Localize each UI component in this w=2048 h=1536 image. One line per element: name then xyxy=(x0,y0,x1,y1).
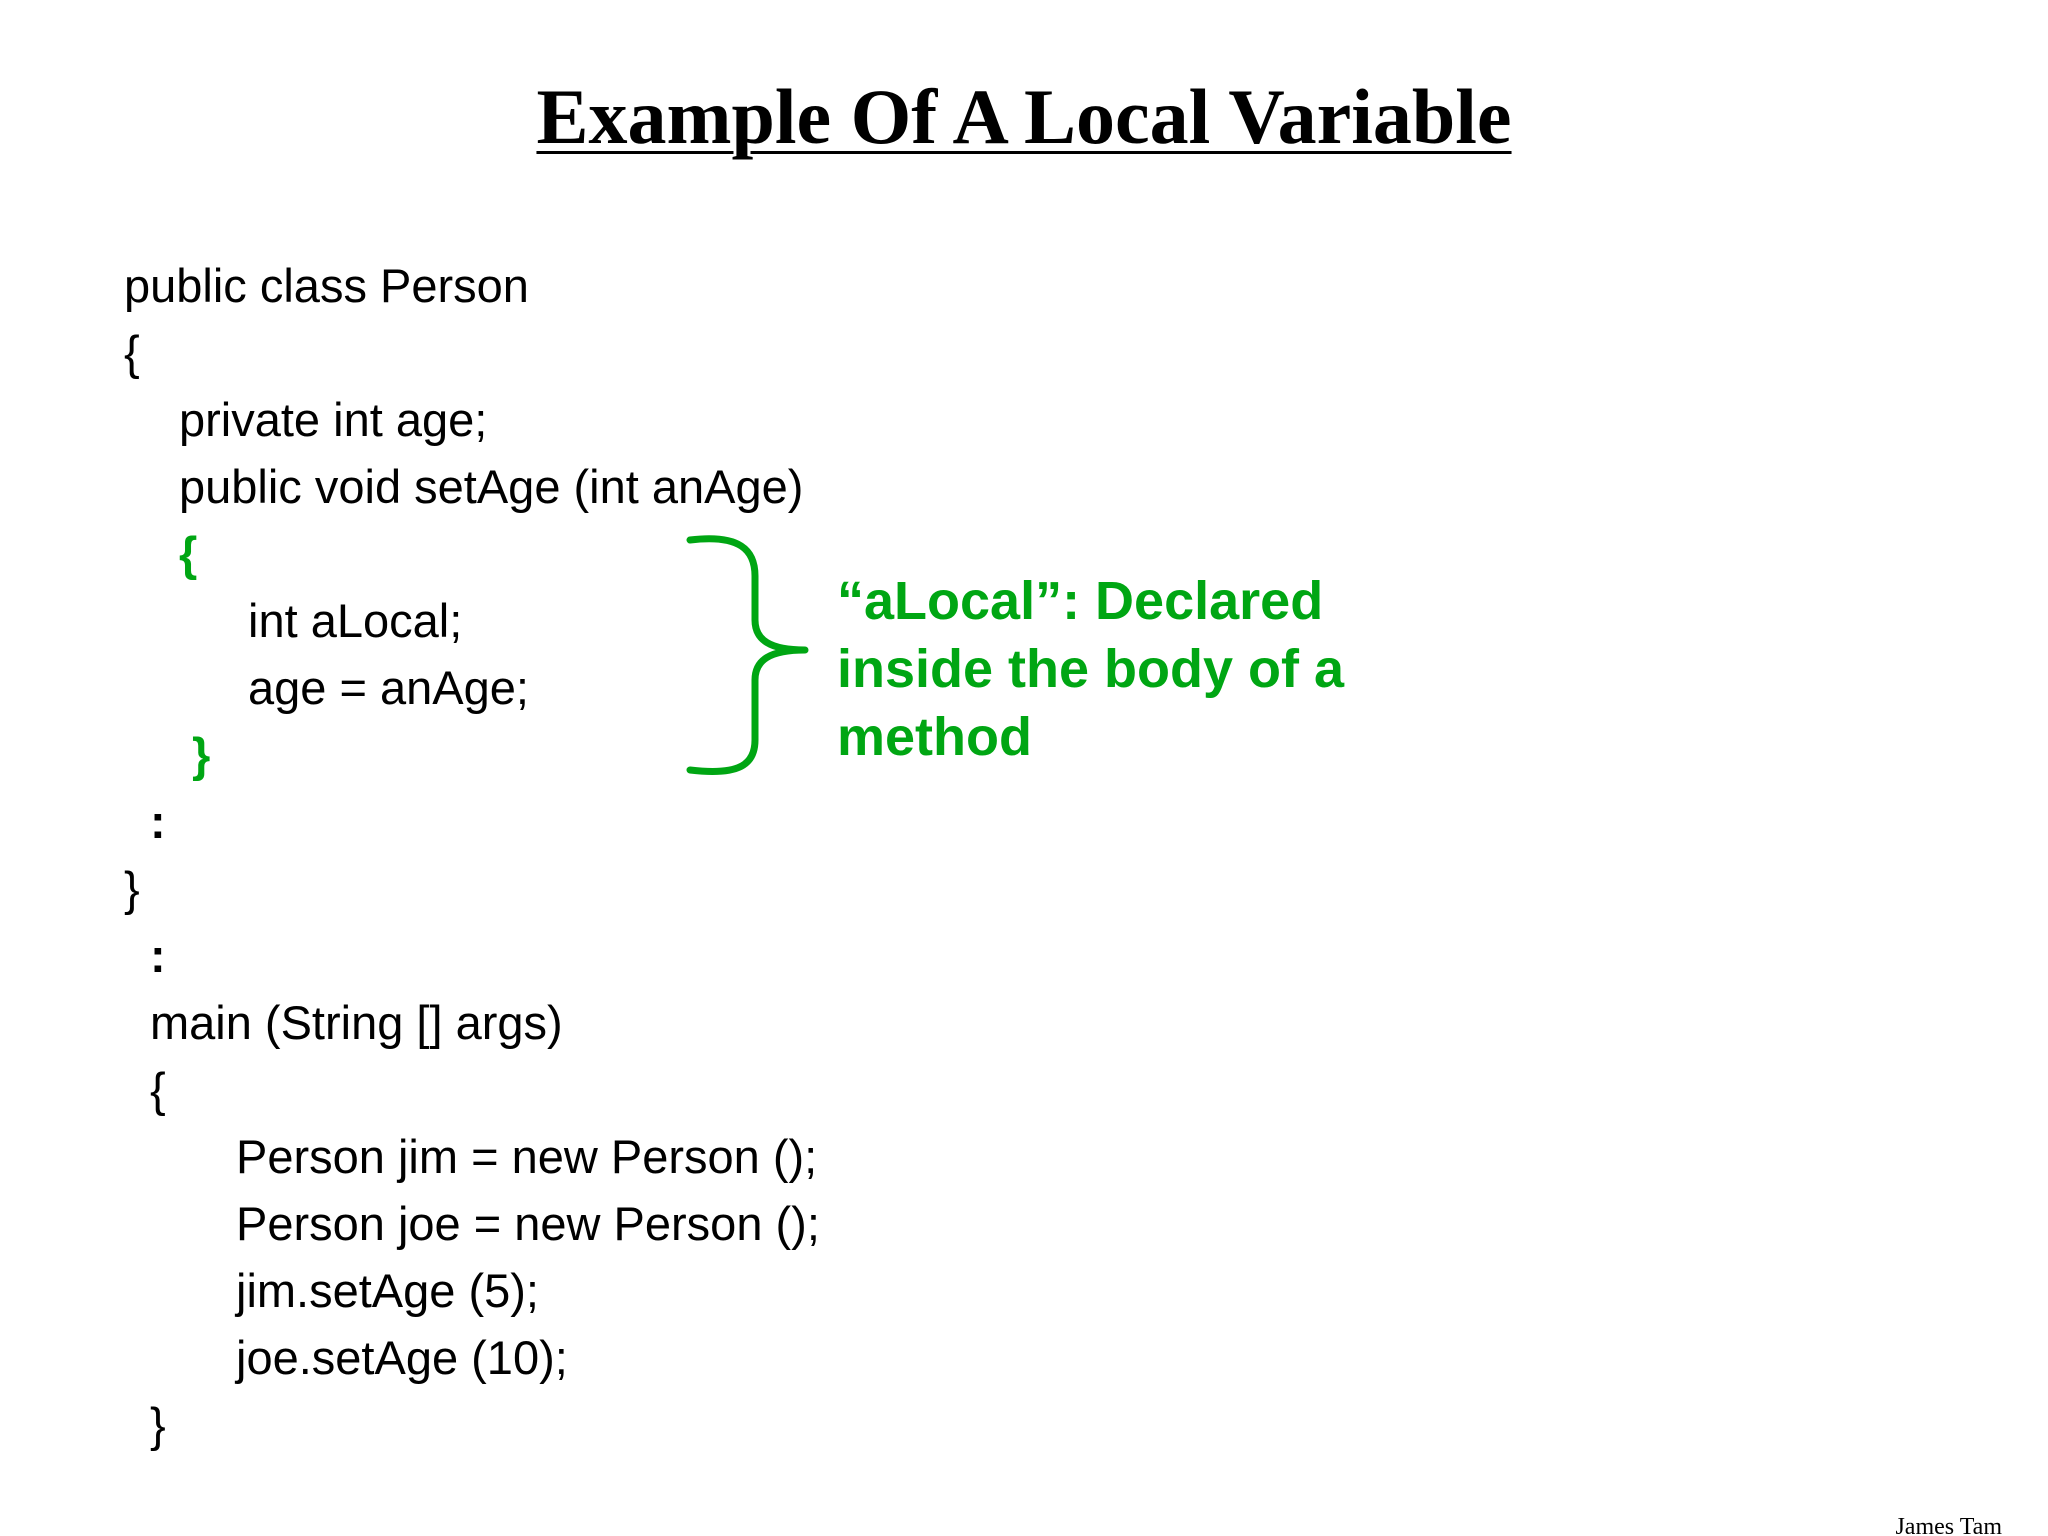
code-line-main-close-brace: } xyxy=(150,1398,166,1451)
annotation-line: “aLocal”: Declared xyxy=(837,571,1324,631)
code-line-method-close-brace: } xyxy=(192,728,211,781)
slide-title: Example Of A Local Variable xyxy=(536,73,1512,160)
author-footer: James Tam xyxy=(1895,1514,2002,1536)
code-line-ellipsis-colon: : xyxy=(150,929,166,982)
code-line-class-open-brace: { xyxy=(124,326,140,379)
code-line-age-assignment: age = anAge; xyxy=(248,661,529,714)
code-line-setage-signature: public void setAge (int anAge) xyxy=(179,460,804,513)
code-line-main-signature: main (String [] args) xyxy=(150,996,563,1049)
code-line-class-declaration: public class Person xyxy=(124,259,529,312)
code-line-main-open-brace: { xyxy=(150,1063,166,1116)
code-line-class-close-brace: } xyxy=(124,862,140,915)
code-line-ellipsis-colon: : xyxy=(150,795,166,848)
code-line-method-open-brace: { xyxy=(179,527,198,580)
code-line-age-field: private int age; xyxy=(179,393,488,446)
code-line-joe-creation: Person joe = new Person (); xyxy=(236,1197,820,1250)
annotation-line: inside the body of a xyxy=(837,639,1345,699)
annotation-local-variable xyxy=(837,567,1457,771)
annotation-line: method xyxy=(837,707,1032,767)
code-line-alocal-declaration: int aLocal; xyxy=(248,594,463,647)
code-line-jim-creation: Person jim = new Person (); xyxy=(236,1130,818,1183)
curly-brace-icon xyxy=(680,528,820,778)
code-line-joe-setage-call: joe.setAge (10); xyxy=(236,1331,568,1384)
code-line-jim-setage-call: jim.setAge (5); xyxy=(236,1264,539,1317)
